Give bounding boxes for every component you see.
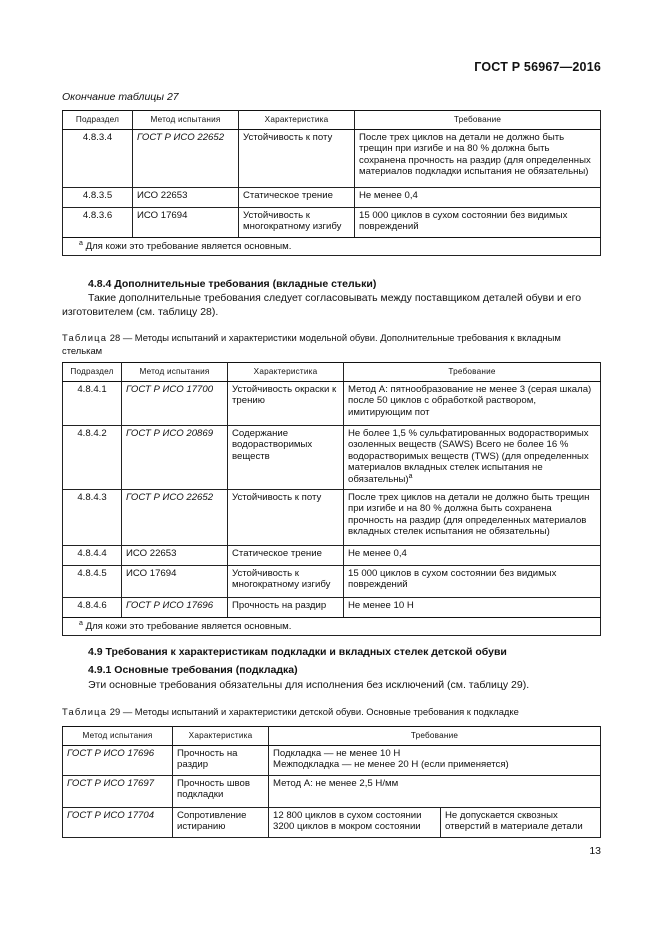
column-header: Подраздел	[63, 111, 133, 130]
cell-method: ИСО 22653	[122, 545, 228, 565]
cell-requirement: Не менее 0,4	[344, 545, 601, 565]
column-header: Метод испытания	[133, 111, 239, 130]
cell-method: ГОСТ Р ИСО 17696	[63, 745, 173, 775]
table-row	[63, 381, 601, 425]
cell-requirement: После трех циклов на детали не должно быть трещин при изгибе и на 80 % должна быть сохранена прочность на раздир (для определенных материалов подкладки испытания не обязательны)	[355, 129, 601, 187]
caption-text: 29 — Методы испытаний и характеристики детской обуви. Основные требования к подкладке	[109, 706, 519, 717]
cell-requirement: 15 000 циклов в сухом состоянии без видимых повреждений	[355, 207, 601, 237]
table-row	[63, 187, 601, 207]
table29-caption	[62, 706, 602, 719]
column-header: Характеристика	[228, 363, 344, 382]
table27-continuation-label: Окончание таблицы 27	[62, 91, 179, 103]
requirement-text: Не более 1,5 % сульфатированных водорастворимых озоленных веществ (SAWS) Всего не более 16 % водорастворимых веществ (TWS) (для определенных материалов вкладных стелек испытания не обязательны)	[348, 427, 589, 485]
caption-text: 28 — Методы испытаний и характеристики модельной обуви. Дополнительные требования к вкладным стелькам	[62, 332, 561, 356]
table-row	[63, 425, 601, 489]
cell-characteristic: Сопротивление истиранию	[173, 807, 269, 837]
cell-requirement: Метод А: не менее 2,5 Н/мм	[269, 775, 601, 807]
cell-characteristic: Прочность на раздир	[228, 597, 344, 617]
requirement-line: 12 800 циклов в сухом состоянии	[273, 809, 422, 821]
cell-method: ГОСТ Р ИСО 17697	[63, 775, 173, 807]
standard-designation: ГОСТ Р 56967—2016	[474, 60, 601, 74]
cell-requirement	[269, 745, 601, 775]
section-heading-4-9-1: 4.9.1 Основные требования (подкладка)	[88, 664, 298, 676]
cell-characteristic: Прочность на раздир	[173, 745, 269, 775]
page-number: 13	[589, 845, 601, 857]
section-heading-4-8-4: 4.8.4 Дополнительные требования (вкладные стельки)	[88, 278, 377, 290]
section-text-4-9-1: Эти основные требования обязательны для исполнения без исключений (см. таблицу 29).	[88, 679, 530, 691]
table-27	[62, 110, 601, 256]
cell-method: ИСО 17694	[122, 565, 228, 597]
cell-method: ГОСТ Р ИСО 22652	[122, 489, 228, 545]
table-29	[62, 726, 601, 838]
cell-characteristic: Статическое трение	[228, 545, 344, 565]
cell-requirement	[344, 425, 601, 489]
cell-method: ГОСТ Р ИСО 22652	[133, 129, 239, 187]
cell-subsection: 4.8.4.2	[63, 425, 122, 489]
cell-characteristic: Статическое трение	[239, 187, 355, 207]
cell-subsection: 4.8.4.1	[63, 381, 122, 425]
footnote-mark: а	[79, 239, 83, 247]
cell-subsection: 4.8.4.4	[63, 545, 122, 565]
footnote-mark: а	[408, 472, 413, 480]
requirement-line: 3200 циклов в мокром состоянии	[273, 821, 421, 833]
table-header-row	[63, 111, 601, 130]
table-header-row	[63, 363, 601, 382]
column-header: Требование	[269, 727, 601, 746]
cell-subsection: 4.8.3.5	[63, 187, 133, 207]
cell-requirement: Не допускается сквозных отверстий в материале детали	[441, 807, 601, 837]
cell-method: ИСО 22653	[133, 187, 239, 207]
cell-method: ГОСТ Р ИСО 17696	[122, 597, 228, 617]
requirement-line: Межподкладка — не менее 20 Н (если применяется)	[273, 759, 509, 771]
cell-method: ГОСТ Р ИСО 17704	[63, 807, 173, 837]
column-header: Метод испытания	[122, 363, 228, 382]
cell-requirement: Не менее 0,4	[355, 187, 601, 207]
cell-method: ГОСТ Р ИСО 20869	[122, 425, 228, 489]
cell-requirement: Не менее 10 Н	[344, 597, 601, 617]
table-row	[63, 745, 601, 775]
column-header: Характеристика	[239, 111, 355, 130]
table28-caption	[62, 332, 602, 357]
table-row	[63, 597, 601, 617]
caption-label: Таблица	[62, 332, 108, 343]
table-note-row	[63, 617, 601, 636]
table-row	[63, 807, 601, 837]
column-header: Требование	[344, 363, 601, 382]
table-row	[63, 129, 601, 187]
column-header: Подраздел	[63, 363, 122, 382]
requirement-line: Подкладка — не менее 10 Н	[273, 747, 401, 759]
column-header: Метод испытания	[63, 727, 173, 746]
table-row	[63, 489, 601, 545]
cell-characteristic: Устойчивость к поту	[228, 489, 344, 545]
table-28	[62, 362, 601, 636]
cell-characteristic: Устойчивость к многократному изгибу	[228, 565, 344, 597]
cell-requirement	[269, 807, 441, 837]
table-row	[63, 565, 601, 597]
section-text-4-8-4: Такие дополнительные требования следует согласовывать между поставщиком деталей обуви и его изготовителем (см. таблицу 28).	[62, 292, 582, 318]
table-footnote	[63, 237, 601, 256]
cell-requirement: Метод А: пятнообразование не менее 3 (серая шкала) после 50 циклов с обработкой раствором, имитирующим пот	[344, 381, 601, 425]
table-row	[63, 545, 601, 565]
cell-method: ИСО 17694	[133, 207, 239, 237]
table-note-row	[63, 237, 601, 256]
cell-characteristic: Содержание водорастворимых веществ	[228, 425, 344, 489]
cell-subsection: 4.8.4.5	[63, 565, 122, 597]
section-heading-4-9: 4.9 Требования к характеристикам подкладки и вкладных стелек детской обуви	[88, 646, 507, 658]
cell-subsection: 4.8.3.4	[63, 129, 133, 187]
cell-method: ГОСТ Р ИСО 17700	[122, 381, 228, 425]
cell-characteristic: Устойчивость к многократному изгибу	[239, 207, 355, 237]
cell-subsection: 4.8.4.3	[63, 489, 122, 545]
column-header: Характеристика	[173, 727, 269, 746]
column-header: Требование	[355, 111, 601, 130]
table-footnote	[63, 617, 601, 636]
cell-requirement: После трех циклов на детали не должно быть трещин при изгибе и на 80 % должна быть сохранена прочность на раздир (для определенных материалов вкладных стелек испытания не обязательны)	[344, 489, 601, 545]
cell-subsection: 4.8.3.6	[63, 207, 133, 237]
cell-characteristic: Устойчивость окраски к трению	[228, 381, 344, 425]
cell-characteristic: Устойчивость к поту	[239, 129, 355, 187]
caption-label: Таблица	[62, 706, 108, 717]
footnote-mark: а	[79, 619, 83, 627]
cell-subsection: 4.8.4.6	[63, 597, 122, 617]
cell-characteristic: Прочность швов подкладки	[173, 775, 269, 807]
footnote-text: Для кожи это требование является основным.	[85, 240, 292, 252]
footnote-text: Для кожи это требование является основным.	[85, 620, 292, 632]
table-row	[63, 775, 601, 807]
table-row	[63, 207, 601, 237]
cell-requirement: 15 000 циклов в сухом состоянии без видимых повреждений	[344, 565, 601, 597]
table-header-row	[63, 727, 601, 746]
